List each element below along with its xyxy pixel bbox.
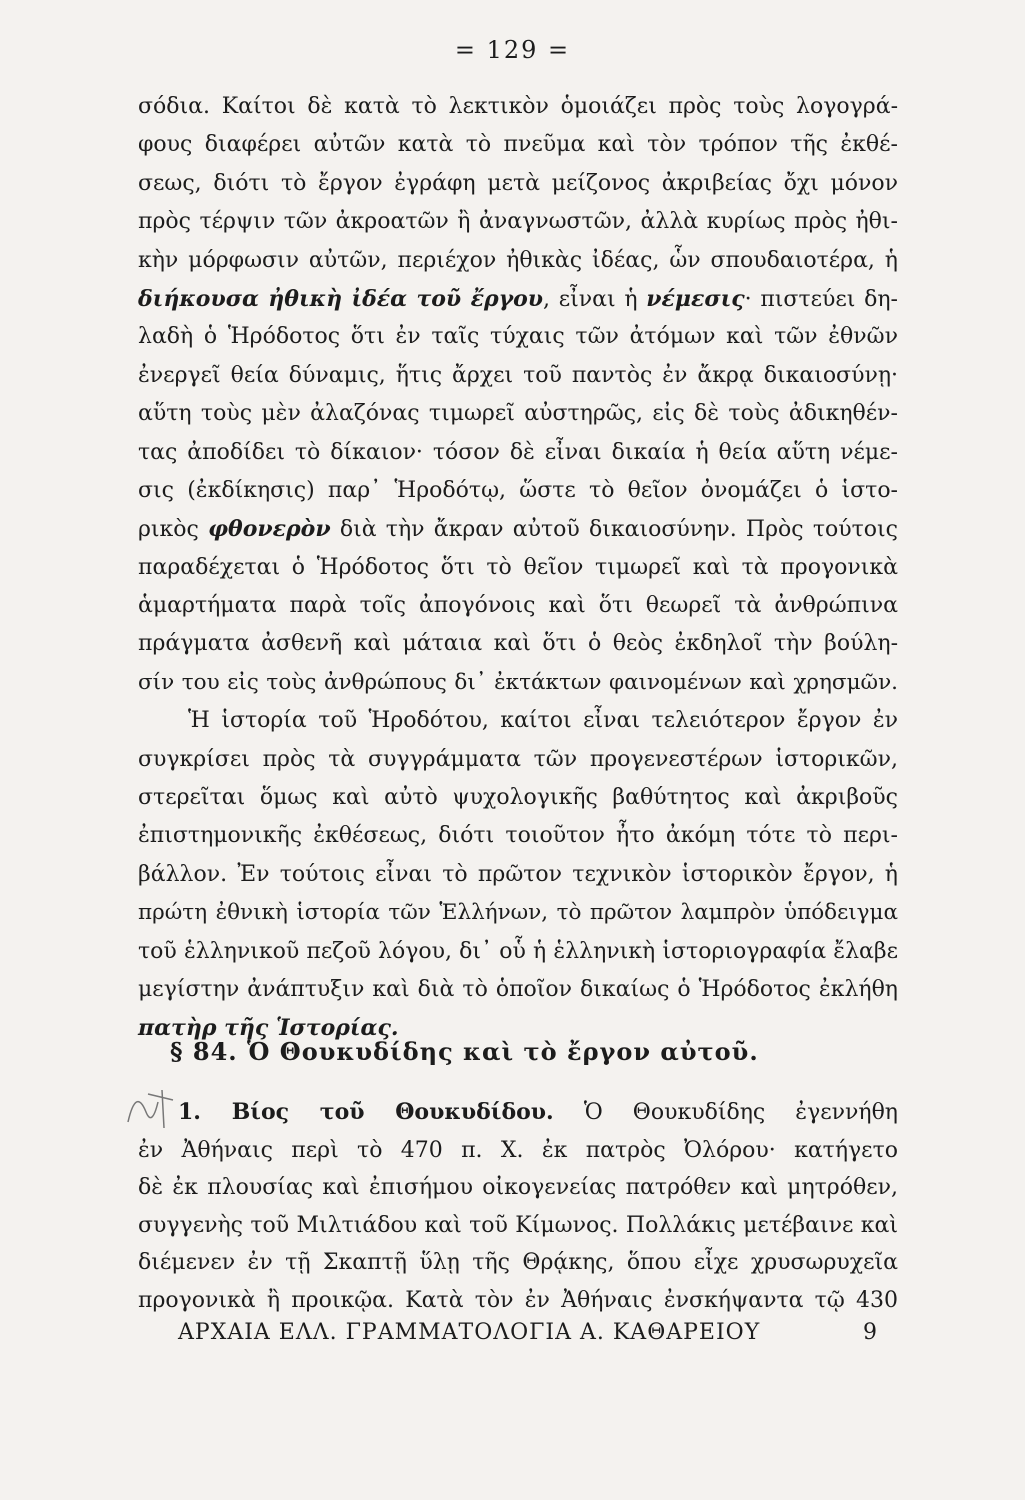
main-text xyxy=(138,88,898,1048)
text-line: διέμενεν ἐν τῇ Σκαπτῇ ὕλῃ τῆς Θρᾴκης, ὅπου εἶχε χρυσωρυχεῖα xyxy=(138,1250,898,1275)
text-line: συγκρίσει πρὸς τὰ συγγράμματα τῶν προγενεστέρων ἱστορικῶν, xyxy=(138,746,898,772)
text-line: παραδέχεται ὁ Ἡρόδοτος ὅτι τὸ θεῖον τιμωρεῖ καὶ τὰ προγονικὰ xyxy=(138,554,898,580)
text-line: τοῦ ἑλληνικοῦ πεζοῦ λόγου, δι᾽ οὗ ἡ ἑλληνικὴ ἱστοριογραφία ἔλαβε xyxy=(138,938,898,964)
text-line: δὲ ἐκ πλουσίας καὶ ἐπισήμου οἰκογενείας πατρόθεν καὶ μητρόθεν, xyxy=(138,1175,898,1200)
section-heading: § 84. Ὁ Θουκυδίδης καὶ τὸ ἔργον αὐτοῦ. xyxy=(170,1037,759,1066)
biography-text xyxy=(138,1094,898,1319)
text-line: πρὸς τέρψιν τῶν ἀκροατῶν ἢ ἀναγνωστῶν, ἀλλὰ κυρίως πρὸς ἠθι- xyxy=(138,209,898,235)
text-line: σις (ἐκδίκησις) παρ᾽ Ἡροδότῳ, ὥστε τὸ θεῖον ὀνομάζει ὁ ἱστο- xyxy=(138,477,898,503)
text-line: συγγενὴς τοῦ Μιλτιάδου καὶ τοῦ Κίμωνος. Πολλάκις μετέβαινε καὶ xyxy=(138,1212,898,1238)
text-line: ἐπιστημονικῆς ἐκθέσεως, διότι τοιοῦτον ἦτο ἀκόμη τότε τὸ περι- xyxy=(138,823,898,849)
emphasis-word-nemesis: νέμεσις xyxy=(646,285,745,312)
text-line: στερεῖται ὅμως καὶ αὐτὸ ψυχολογικῆς βαθύτητος καὶ ἀκριβοῦς xyxy=(138,785,898,811)
text-line: λαδὴ ὁ Ἡρόδοτος ὅτι ἐν ταῖς τύχαις τῶν ἀτόμων καὶ τῶν ἐθνῶν xyxy=(138,324,898,350)
text-line: ἐν Ἀθήναις περὶ τὸ 470 π. Χ. ἐκ πατρὸς Ὀλόρου· κατήγετο xyxy=(138,1137,898,1163)
text-fragment: ρικὸς xyxy=(138,517,209,543)
text-line: ἐνεργεῖ θεία δύναμις, ἥτις ἄρχει τοῦ παντὸς ἐν ἄκρᾳ δικαιοσύνῃ· xyxy=(138,362,898,388)
subsection-title: 1. Βίος τοῦ Θουκυδίδου. xyxy=(178,1099,554,1125)
text-line: κὴν μόρφωσιν αὐτῶν, περιέχον ἠθικὰς ἰδέας, ὧν σπουδαιοτέρα, ἡ xyxy=(138,247,898,273)
text-line: τας ἀποδίδει τὸ δίκαιον· τόσον δὲ εἶναι δικαία ἡ θεία αὕτη νέμε- xyxy=(138,439,898,465)
text-line: φους διαφέρει αὐτῶν κατὰ τὸ πνεῦμα καὶ τὸν τρόπον τῆς ἐκθέ- xyxy=(138,132,898,158)
text-line: σίν του εἰς τοὺς ἀνθρώπους δι᾽ ἐκτάκτων φαινομένων καὶ χρησμῶν. xyxy=(138,669,898,695)
text-line xyxy=(138,280,898,318)
text-fragment: διὰ τὴν ἄκραν αὐτοῦ δικαιοσύνην. Πρὸς τούτοις xyxy=(330,517,898,543)
emphasis-phrase: διήκουσα ἠθικὴ ἰδέα τοῦ ἔργου xyxy=(138,285,544,312)
text-line: αὕτη τοὺς μὲν ἀλαζόνας τιμωρεῖ αὐστηρῶς, εἰς δὲ τοὺς ἀδικηθέν- xyxy=(138,401,898,427)
page-footer xyxy=(178,1320,878,1345)
text-line: πράγματα ἀσθενῆ καὶ μάταια καὶ ὅτι ὁ θεὸς ἐκδηλοῖ τὴν βούλη- xyxy=(138,631,898,657)
text-line: ἁμαρτήματα παρὰ τοῖς ἀπογόνοις καὶ ὅτι θεωρεῖ τὰ ἀνθρώπινα xyxy=(138,593,898,619)
emphasis-phrase: πατὴρ τῆς Ἱστορίας. xyxy=(138,1015,399,1042)
text-line: βάλλον. Ἐν τούτοις εἶναι τὸ πρῶτον τεχνικὸν ἱστορικὸν ἔργον, ἡ xyxy=(138,861,898,887)
text-line: μεγίστην ἀνάπτυξιν καὶ διὰ τὸ ὁποῖον δικαίως ὁ Ἡρόδοτος ἐκλήθη xyxy=(138,976,898,1002)
text-fragment: , εἶναι ἡ xyxy=(543,286,647,312)
emphasis-word-phthoneron: φθονερὸν xyxy=(208,516,331,543)
text-fragment: Ὁ Θουκυδίδης ἐγεννήθη xyxy=(583,1100,898,1125)
text-line xyxy=(138,1094,898,1132)
text-line: σεως, διότι τὸ ἔργον ἐγράφη μετὰ μείζονος ἀκριβείας ὄχι μόνον xyxy=(138,170,898,196)
text-line: πρώτη ἐθνικὴ ἱστορία τῶν Ἑλλήνων, τὸ πρῶτον λαμπρὸν ὑπόδειγμα xyxy=(138,900,898,926)
text-line xyxy=(138,510,898,548)
text-line: σόδια. Καίτοι δὲ κατὰ τὸ λεκτικὸν ὁμοιάζει πρὸς τοὺς λογογρά- xyxy=(138,94,898,119)
text-line: Ἡ ἱστορία τοῦ Ἡροδότου, καίτοι εἶναι τελειότερον ἔργον ἐν xyxy=(188,708,898,734)
text-fragment: · πιστεύει δη- xyxy=(744,286,898,312)
page-number: = 129 = xyxy=(454,36,571,64)
footer-signature-number: 9 xyxy=(863,1320,878,1345)
footer-book-title: ΑΡΧΑΙΑ ΕΛΛ. ΓΡΑΜΜΑΤΟΛΟΓΙΑ Α. ΚΑΘΑΡΕΙΟΥ xyxy=(178,1320,761,1345)
text-line: προγονικὰ ἢ προικῷα. Κατὰ τὸν ἐν Ἀθήναις ἐνσκήψαντα τῷ 430 xyxy=(138,1287,898,1313)
